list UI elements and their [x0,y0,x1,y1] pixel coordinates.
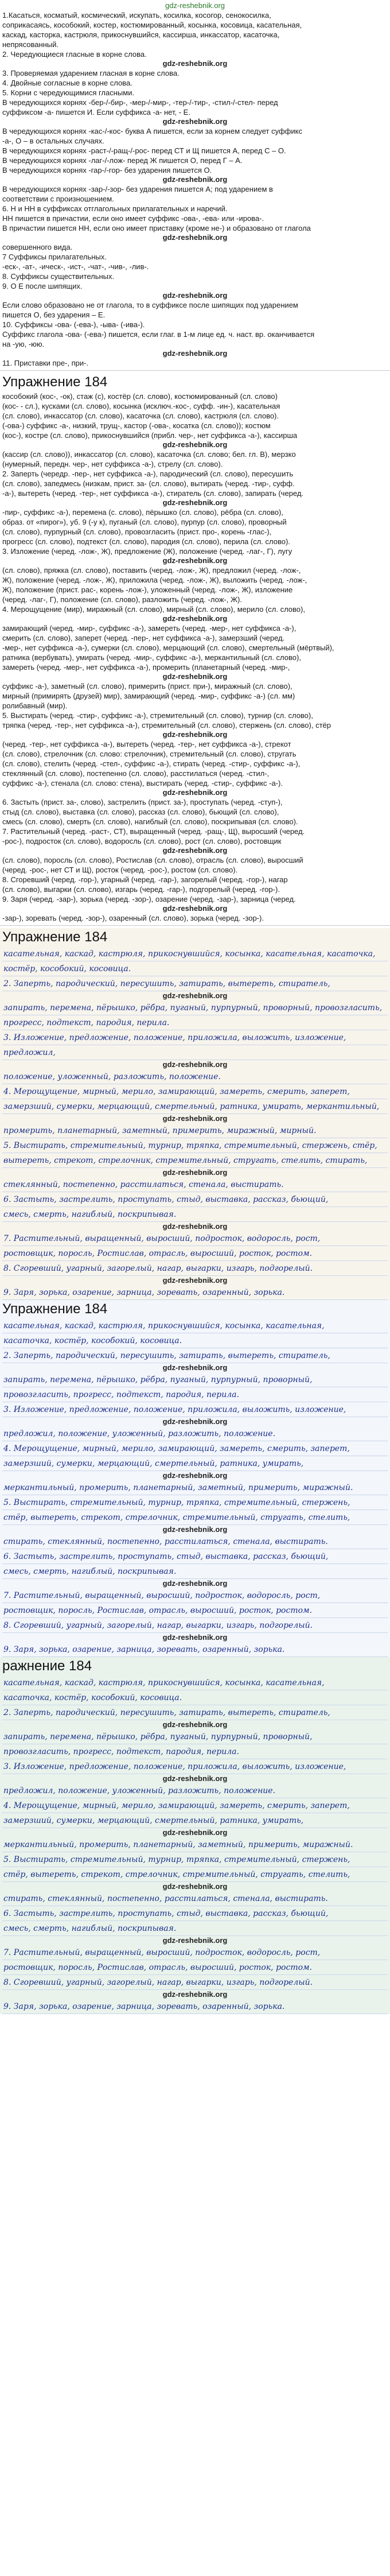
text-line: суффикс -а-), стенала (сл. слово: стена), выстирать (черед. -стир-, суффикс -а-). [2,779,283,787]
text-line: замерзший, сумерки, мерцающий, смертельный, ратника, умирать, [2,1813,388,1828]
text-line: (черед. -лаг-, Г), положение (сл. слово), разложить (черед. -лож-, Ж). [2,595,242,604]
text-line: Ж), положение (черед. -лож-, Ж), приложила (черед. -лож-, Ж), выложить (черед. -лож-, [2,576,307,584]
text-line: 8. Суффиксы существительных. [2,272,115,281]
text-line: Суффикс глагола -ова- (-ева-) пишется, если глаг. в 1-м лице ед. ч. наст. вр. оканчивается [2,330,315,339]
text-line: -зар-), зоревать (черед. -зор-), озаренный (сл. слово), зорька (черед. -зор-). [2,914,264,922]
exercise-title: Упражнение 184 [2,374,108,390]
handwritten-section-2 [0,1300,390,1657]
watermark: gdz-reshebnik.org [162,614,228,623]
text-line: стеклянный, постепенно, расстилаться, стенала, выстирать. [2,1177,388,1192]
text-line: (-ова-) суффикс -а-, низкий, трущ-, кастор (-ова-, косатка (сл. слово)); костюм [2,421,271,430]
text-line: 5. Выстирать, стремительный, турнир, тряпка, стремительный, стержень, [2,1852,388,1867]
text-line: 6. Застыть, застрелить, проступать, стыд, выставка, рассказ, бьющий, [2,1549,388,1564]
text-line: 4. Двойные согласные в корне слова. [2,79,132,87]
notes-section [0,10,390,368]
text-line: -а-), вытереть (черед. -тер-, нет суффикса -а-), стиратель (сл. слово), запирать (черед. [2,489,304,498]
text-line: В чередующихся корнях -лаг-/-лож- перед Ж пишется О, перед Г – А. [2,156,243,165]
text-line: (сл. слово), выгарки (сл. слово), изгарь (черед. -гар-), подгорелый (черед. -гор-). [2,885,280,894]
watermark: gdz-reshebnik.org [162,1720,228,1729]
text-line: 9. О Е после шипящих. [2,282,83,290]
watermark: gdz-reshebnik.org [162,349,228,358]
watermark: gdz-reshebnik.org [162,233,228,242]
text-line: В чередующихся корнях -раст-/-ращ-/-рос- перед СТ и Щ пишется А, перед С – О. [2,146,286,155]
text-line: стирать, стеклянный, постепенно, расстилаться, стенала, выстирать. [2,1534,388,1549]
text-line: запирать, перемена, пёрышко, рёбра, пуганый, пурпурный, проворный, провозгласить, [2,1000,388,1015]
watermark: gdz-reshebnik.org [162,1774,228,1783]
text-line: соприкасаясь, кособокий, костер, костюмированный, косынка, косовица, касательная, [2,21,302,29]
text-line: 7. Растительный (черед. -раст-, СТ), выращенный (черед. -ращ-, Щ), выросший (черед. [2,827,305,836]
text-line: -мер-, нет суффикса -а-), сумерки (сл. слово), мерцающий (сл. слово), смертельный (мёртвый), [2,643,334,652]
watermark: gdz-reshebnik.org [162,730,228,739]
text-line: соответствии с произношением. [2,195,114,203]
watermark: gdz-reshebnik.org [162,1633,228,1642]
watermark: gdz-reshebnik.org [162,904,228,913]
text-line: совершенного вида. [2,243,73,251]
watermark: gdz-reshebnik.org [162,1882,228,1891]
text-line: -пир-, суффикс -а-), перемена (с. слово), пёрышко (сл. слово), рёбра (сл. слово), [2,508,283,517]
text-line: 6. Застыть (прист. за-, слово), застрелить (прист. за-), проступать (черед. -ступ-), [2,798,283,806]
text-line: 3. Изложение, предложение, положение, приложила, выложить, изложение, [2,1402,388,1417]
text-line: НН пишется в причастии, если оно имеет суффикс -ова-, -ева- или -ирова-. [2,214,264,223]
watermark: gdz-reshebnik.org [162,1936,228,1945]
text-line: В чередующихся корнях -кас-/-кос- буква А пишется, если за корнем следует суффикс [2,127,302,135]
text-line: (сл. слово), запедмесь (низкам, прист. за- (сл. слово), вытирать (черед. -тир-, суфф. [2,479,295,488]
text-line: на -ую, -юю. [2,340,45,348]
text-line: 2. Заперть, пародический, пересушить, затирать, вытереть, стиратель, [2,1705,388,1720]
site-header-link[interactable]: gdz-reshebnik.org [165,1,225,10]
text-line: замерзший, сумерки, мерцающий, смертельный, ратника, умирать, меркантильный, [2,1099,388,1114]
text-line: ролибавный (мир). [2,701,68,710]
text-line: 7. Растительный, выращенный, выросший, подросток, водоросль, рост, [2,1588,388,1603]
text-line: касательная, каскад, кастрюля, прикоснувшийся, косынка, касательная, [2,1675,388,1690]
text-line: 4. Мерощущение (мир), миражный (сл. слово), мирный (сл. слово), мерило (сл. слово), [2,605,305,614]
text-line: смесь, смерть, нагиблый, поскрипывая. [2,1921,388,1936]
text-line: непрясованный. [2,40,59,49]
text-line: 5. Выстирать (черед. -стир-, суффикс -а-), стремительный (сл. слово), турнир (сл. слово), [2,711,313,720]
text-line: меркантильный, промерить, планетарный, заметный, примерить, миражный. [2,1837,388,1852]
text-line: В чередующихся корнях -зар-/-зор- без ударения пишется А; под ударением в [2,185,273,193]
text-line: положение, уложенный, разложить, положение. [2,1069,388,1084]
text-line: (черед. -рос-, нет СТ и Щ), росток (черед. -рос-), ростом (сл. слово). [2,866,238,874]
text-line: 8. Сгоревший, угарный, загорелый, нагар, выгарки, изгарь, подгорелый. [2,1975,388,1990]
divider [0,370,390,371]
watermark: gdz-reshebnik.org [162,1471,228,1480]
exercise-title: Упражнение 184 [2,1301,108,1317]
text-line: предложил, положение, уложенный, разложить, положение. [2,1426,388,1441]
text-line: 2. Чередующиеся гласные в корне слова. [2,50,147,59]
text-line: 4. Мерощущение, мирный, мерило, замирающий, замереть, смерить, заперет, [2,1441,388,1456]
text-line: ратника (вербувать), умирать (черед. -мир-, суффикс -а-), меркантильный (сл. слово), [2,653,301,662]
text-line: 6. Застыть, застрелить, проступать, стыд, выставка, рассказ, бьющий, [2,1906,388,1921]
text-line: ростовщик, поросль, Ростислав, отрасль, выросший, росток, ростом. [2,1960,388,1975]
text-line: 2. Заперть (чередр. -пер-, нет суффикса -а-), пародический (сл. слово), пересушить [2,470,294,478]
text-line: суффикс -а-), заметный (сл. слово), примерить (прист. при-), миражный (сл. слово), [2,682,292,690]
watermark: gdz-reshebnik.org [162,672,228,681]
text-line: стирать, стеклянный, постепенно, расстилаться, стенала, выстирать. [2,1891,388,1906]
watermark: gdz-reshebnik.org [162,440,228,449]
text-line: (кассир (сл. слово)), инкассатор (сл. слово), касаточка (сл. слово; бел. гл. В), мерзко [2,450,296,459]
watermark: gdz-reshebnik.org [162,788,228,797]
text-line: -а-, О – в остальных случаях. [2,137,104,145]
watermark: gdz-reshebnik.org [162,991,228,1000]
handwritten-section-3 [0,1657,390,2014]
text-line: тряпка (черед. -тер-, нет суффикса -а-), стремительный (сл. слово), стержень (сл. слово), стёр [2,721,331,730]
text-line: 11. Приставки пре-, при-. [2,359,89,367]
watermark: gdz-reshebnik.org [162,498,228,507]
text-line: образ. от «пирог»), уб. 9 (-у к), пуганый (сл. слово), пурпур (сл. слово), проворный [2,518,287,526]
text-line: 9. Заря (черед. -зар-), зорька (черед. -зор-), озарение (черед. -зар-), зарница (черед. [2,895,296,903]
exercise-analysis-section [0,373,390,923]
text-line: прогресс (сл. слово), подтекст (сл. слово), пародия (сл. слово), перила (сл. слово). [2,537,290,546]
watermark: gdz-reshebnik.org [162,1990,228,1999]
text-line: касаточка, костёр, кособокий, косовица. [2,1333,388,1348]
text-line: 6. Застыть, застрелить, проступать, стыд, выставка, рассказ, бьющий, [2,1192,388,1207]
watermark: gdz-reshebnik.org [162,1222,228,1231]
text-line: 7. Растительный, выращенный, выросший, подросток, водоросль, рост, [2,1945,388,1960]
text-line: (сл. слово), стелить (черед. -стел-, суффикс -а-), стирать (черед. -стир-, суффикс -а-), [2,759,301,768]
watermark: gdz-reshebnik.org [162,1276,228,1285]
text-line: -рос-), подросток (сл. слово), водоросль (сл. слово), рост (сл. слово), ростовщик [2,837,282,845]
text-line: 2. Заперть, пародический, пересушить, затирать, вытереть, стиратель, [2,976,388,991]
text-line: замереть (черед. -мер-, нет суффикса -а-), промерить (планетарный (черед. -мир-, [2,663,290,672]
text-line: замерзший, сумерки, мерцающий, смертельный, ратника, умирать, [2,1456,388,1471]
text-line: пишется О, без ударения – Е. [2,311,106,319]
text-line: (сл. слово), стрелочник (сл. слово: стрелочник), стремительный (сл. слово), стругать [2,750,297,758]
watermark: gdz-reshebnik.org [162,1060,228,1069]
text-line: касаточка, костёр, кособокий, косовица. [2,1690,388,1705]
text-line: 9. Заря, зорька, озарение, зарница, зоревать, озаренный, зорька. [2,1642,388,1657]
watermark: gdz-reshebnik.org [162,846,228,855]
text-line: 10. Суффиксы -ова- (-ева-), -ыва- (-ива-). [2,320,145,329]
text-line: 4. Мерощущение, мирный, мерило, замирающий, замереть, смерить, заперет, [2,1798,388,1813]
watermark: gdz-reshebnik.org [162,117,228,126]
watermark: gdz-reshebnik.org [162,1579,228,1588]
text-line: стеклянный (сл. слово), постепенно (сл. слово), расстилаться (черед. -стил-, [2,769,270,778]
text-line: 7 Суффиксы прилагательных. [2,253,107,261]
text-line: 1.Касаться, косматый, космический, искупать, косилка, косогор, сенокосилка, [2,11,271,20]
text-line: Если слово образовано не от глагола, то в суффиксе после шипящих под ударением [2,301,298,309]
text-line: (сл. слово), инкассатор (сл. слово), касаточка (сл. слово), кастрюля (сл. слово). [2,412,279,420]
text-line: (сл. слово), поросль (сл. слово), Ростислав (сл. слово), отрасль (сл. слово), выросший [2,856,303,864]
handwritten-section-1 [0,928,390,1300]
text-line: -еск-, -ат-, -ическ-, -ист-, -чат-, -чив-, -лив-. [2,262,149,271]
text-line: смерить (сл. слово), заперет (черед. -пер-, нет суффикса -а-), замерзший (черед. [2,634,285,642]
text-line: В чередующихся корнях -гар-/-гор- без ударения пишется О. [2,166,212,174]
text-line: прогресс, подтекст, пародия, перила. [2,1015,388,1030]
text-line: (кос- - сл.), кусками (сл. слово), косынка (исключ.-кос-, суфф. -ин-), касательная [2,402,280,410]
text-line: 6. Н и НН в суффиксах отглагольных прилагательных и наречий. [2,204,228,213]
text-line: 5. Корни с чередующимися гласными. [2,88,135,97]
watermark: gdz-reshebnik.org [162,1363,228,1372]
text-line: 7. Растительный, выращенный, выросший, подросток, водоросль, рост, [2,1231,388,1246]
exercise-title: Упражнение 184 [2,929,108,945]
text-line: 8. Сгоревший, угарный, загорелый, нагар, выгарки, изгарь, подгорелый. [2,1261,388,1276]
text-line: суффиксом -а- пишется И. Если суффикса -а- нет, - Е. [2,108,190,117]
text-line: вытереть, стрекот, стрелочник, стремительный, стругать, стелить, стирать, [2,1153,388,1168]
watermark: gdz-reshebnik.org [162,1114,228,1123]
text-line: кособокий (кос-, -ок), стаж (с), костёр (сл. слово), костюмированный (сл. слово) [2,392,278,401]
watermark: gdz-reshebnik.org [162,556,228,565]
text-line: запирать, перемена, пёрышко, рёбра, пуганый, пурпурный, проворный, [2,1729,388,1744]
text-line: стыд (сл. слово), выставка (сл. слово), рассказ (сл. слово), бьющий (сл. слово), [2,808,279,816]
divider [0,925,390,926]
exercise-title: ражнение 184 [2,1658,92,1674]
text-line: 5. Выстирать, стремительный, турнир, тряпка, стремительный, стержень, стёр, [2,1138,388,1153]
text-line: промерить, планетарный, заметный, примерить, миражный, мирный. [2,1123,388,1138]
text-line: запирать, перемена, пёрышко, рёбра, пуганый, пурпурный, проворный, [2,1372,388,1387]
watermark: gdz-reshebnik.org [162,1417,228,1426]
text-line: 4. Мерощущение, мирный, мерило, замирающий, замереть, смерить, заперет, [2,1084,388,1099]
text-line: (сл. слово), пряжка (сл. слово), поставить (черед. -лож-, Ж), предложил (черед. -лож-, [2,566,301,575]
text-line: 3. Проверяемая ударением гласная в корне слова. [2,69,180,77]
text-line: замирающий (черед. -мир-, суффикс -а-), замереть (черед. -мер-, нет суффикса -а-), [2,624,297,633]
text-line: смесь, смерть, нагиблый, поскрипывая. [2,1207,388,1222]
text-line: Ж), положение (прист. рас-, корень -лож-), уложенный (черед. -лож-, Ж), изложение [2,585,293,594]
text-line: 9. Заря, зорька, озарение, зарница, зоревать, озаренный, зорька. [2,1999,388,2014]
text-line: касательная, каскад, кастрюля, прикоснувшийся, косынка, касательная, [2,1318,388,1333]
text-line: (черед. -тер-, нет суффикса -а-), вытереть (черед. -тер-, нет суффикса -а-), стрекот [2,740,291,748]
text-line: 2. Заперть, пародический, пересушить, затирать, вытереть, стиратель, [2,1348,388,1363]
watermark: gdz-reshebnik.org [162,291,228,300]
text-line: ростовщик, поросль, Ростислав, отрасль, выросший, росток, ростом. [2,1246,388,1261]
text-line: 8. Сгоревший (черед. -гор-), угарный (черед. -гар-), загорелый (черед. -гор-), нагар [2,875,288,884]
text-line: 5. Выстирать, стремительный, турнир, тряпка, стремительный, стержень, [2,1495,388,1510]
watermark: gdz-reshebnik.org [162,175,228,184]
text-line: 3. Изложение, предложение, положение, приложила, выложить, изложение, [2,1759,388,1774]
watermark: gdz-reshebnik.org [162,59,228,68]
text-line: 3. Изложение, предложение, положение, приложила, выложить, изложение, предложил, [2,1030,388,1060]
text-line: (нумерный, передн. чер-, нет суффикса -а-), стрелу (сл. слово). [2,460,223,468]
text-line: провозгласить, прогресс, подтекст, пародия, перила. [2,1387,388,1402]
text-line: (кос-), костре (сл. слово), прикоснувшийся (прибл. чер-, нет суффикса -а-), кассирша [2,431,298,440]
text-line: смесь (сл. слово), смерть (сл. слово), нагиблый (сл. слово), поскрипывая (сл. слово). [2,817,298,826]
text-line: 9. Заря, зорька, озарение, зарница, зоревать, озаренный, зорька. [2,1285,388,1300]
text-line: 8. Сгоревший, угарный, загорелый, нагар, выгарки, изгарь, подгорелый. [2,1618,388,1633]
text-line: костёр, кособокий, косовица. [2,961,388,976]
text-line: ростовщик, поросль, Ростислав, отрасль, выросший, росток, ростом. [2,1603,388,1618]
text-line: стёр, вытереть, стрекот, стрелочник, стремительный, стругать, стелить, [2,1867,388,1882]
text-line: меркантильный, промерить, планетарный, заметный, примерить, миражный. [2,1480,388,1495]
watermark: gdz-reshebnik.org [162,1525,228,1534]
text-line: мирный (примирять (друзей) мир), замирающий (черед. -мир-, суффикс -а-) (сл. мм) [2,692,295,700]
text-line: стёр, вытереть, стрекот, стрелочник, стремительный, стругать, стелить, [2,1510,388,1525]
watermark: gdz-reshebnik.org [162,1168,228,1177]
text-line: В причастии пишется НН, если оно имеет приставку (кроме не-) и образовано от глагола [2,224,311,232]
text-line: провозгласить, прогресс, подтекст, пародия, перила. [2,1744,388,1759]
text-line: (сл. слово), пурпурный (сл. слово), провозгласить (прист. про-, корень -глас-), [2,527,272,536]
text-line: В чередующихся корнях -бер-/-бир-, -мер-/-мир-, -тер-/-тир-, -стил-/-стел- перед [2,98,278,107]
watermark: gdz-reshebnik.org [162,1828,228,1837]
text-line: смесь, смерть, нагиблый, поскрипывая. [2,1564,388,1579]
text-line: предложил, положение, уложенный, разложить, положение. [2,1783,388,1798]
text-line: 3. Изложение (черед. -лож-, Ж), предложение (Ж), положение (черед. -лаг-, Г), лугу [2,547,292,556]
text-line: каскад, касторка, кастрюля, прикоснувшийся, кассирша, инкассатор, касаточка, [2,30,280,39]
text-line: касательная, каскад, кастрюля, прикоснувшийся, косынка, касательная, касаточка, [2,946,388,961]
